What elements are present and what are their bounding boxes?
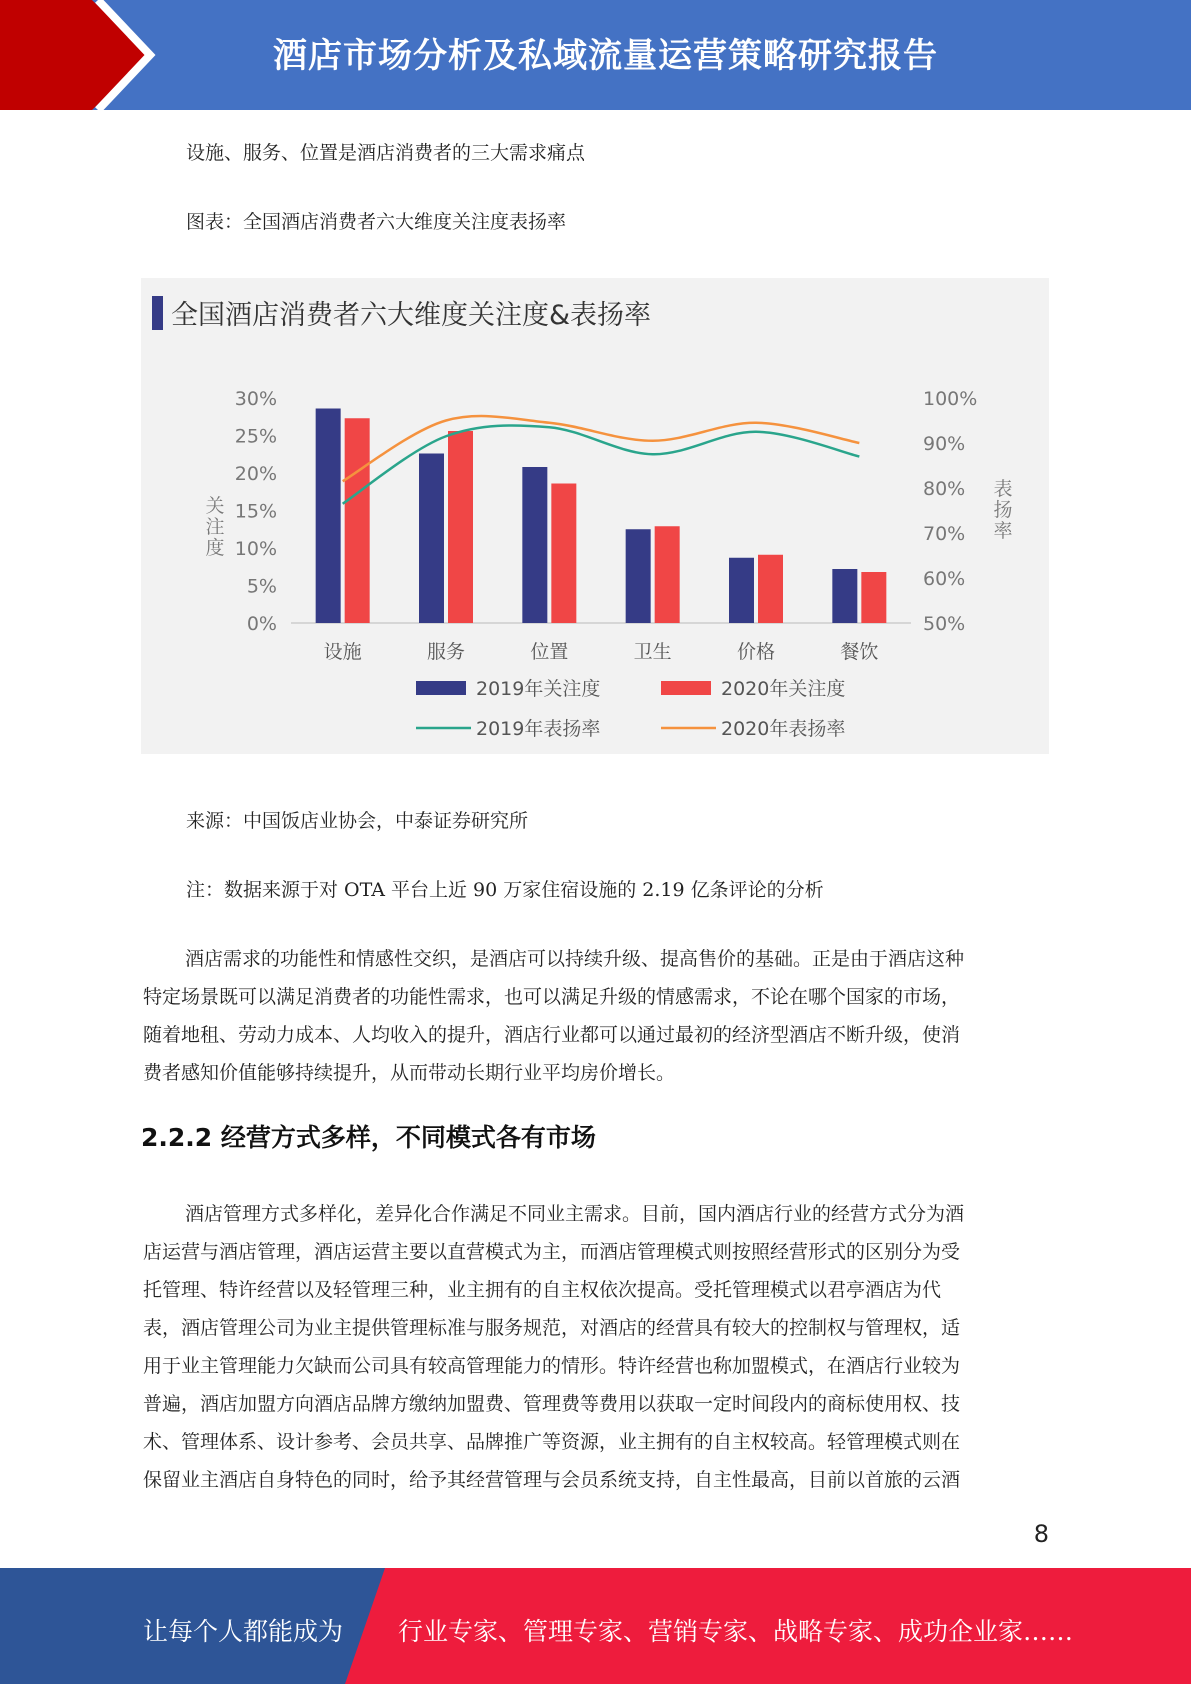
paragraph-line: 酒店管理方式多样化，差异化合作满足不同业主需求。目前，国内酒店行业的经营方式分为酒 [185,1203,965,1225]
bar-attention-2019 [729,558,754,623]
bar-attention-2020 [758,555,783,623]
y-tick-label: 15% [234,500,277,523]
x-tick-label: 卫生 [633,641,672,663]
paragraph-line: 酒店需求的功能性和情感性交织，是酒店可以持续升级、提高售价的基础。正是由于酒店这种 [185,948,965,970]
paragraph-line: 普遍，酒店加盟方向酒店品牌方缴纳加盟费、管理费等费用以获取一定时间段内的商标使用权、技 [143,1393,961,1415]
bar-attention-2020 [345,418,370,623]
x-tick-label: 餐饮 [840,641,879,663]
bar-attention-2019 [832,569,857,623]
paragraph-line: 表，酒店管理公司为业主提供管理标准与服务规范，对酒店的经营具有较大的控制权与管理权，适 [143,1317,961,1339]
y-tick-label: 0% [246,613,277,635]
attention-praise-chart [141,278,1049,754]
legend-label: 2020年表扬率 [721,718,846,740]
paragraph-line: 术、管理体系、设计参考、会员共享、品牌推广等资源，业主拥有的自主权较高。轻管理模式则在 [143,1431,961,1453]
legend-label: 2019年表扬率 [476,718,601,740]
pain-points-caption: 设施、服务、位置是酒店消费者的三大需求痛点 [186,142,586,164]
page-number: 8 [1033,1520,1049,1548]
y-tick-label: 10% [234,538,277,560]
chart-panel [141,278,1049,754]
bar-attention-2020 [861,572,886,623]
y2-tick-label: 100% [923,388,978,410]
paragraph-line: 随着地租、劳动力成本、人均收入的提升，酒店行业都可以通过最初的经济型酒店不断升级，使消 [143,1024,961,1046]
paragraph-line: 店运营与酒店管理，酒店运营主要以直营模式为主，而酒店管理模式则按照经营形式的区别分为受 [143,1241,961,1263]
footer-slogan-left: 让每个人都能成为 [143,1617,344,1646]
paragraph-line: 特定场景既可以满足消费者的功能性需求，也可以满足升级的情感需求，不论在哪个国家的市场， [143,986,961,1008]
bar-attention-2019 [626,529,651,623]
footer-band [0,1568,1191,1684]
y2-axis-label: 表扬率 [993,478,1013,542]
bar-attention-2020 [655,526,680,623]
y-tick-label: 30% [234,388,277,410]
figure-caption: 图表：全国酒店消费者六大维度关注度表扬率 [186,211,567,233]
legend-label: 2019年关注度 [476,678,601,700]
legend-swatch [661,681,711,695]
bar-attention-2020 [448,431,473,623]
chart-title: 全国酒店消费者六大维度关注度&表扬率 [171,300,652,331]
bar-attention-2019 [316,409,341,624]
source-caption: 来源：中国饭店业协会，中泰证券研究所 [186,810,529,832]
header-title: 酒店市场分析及私域流量运营策略研究报告 [273,36,938,76]
paragraph-line: 托管理、特许经营以及轻管理三种，业主拥有的自主权依次提高。受托管理模式以君亭酒店为代 [143,1279,942,1301]
legend-label: 2020年关注度 [721,678,846,700]
section-heading: 2.2.2 经营方式多样，不同模式各有市场 [141,1123,596,1152]
x-tick-label: 位置 [530,641,569,663]
chart-title-accent [152,296,163,330]
y2-tick-label: 60% [923,568,966,590]
paragraph-management [143,1195,1047,1499]
legend-swatch [416,681,466,695]
paragraph-line: 费者感知价值能够持续提升，从而带动长期行业平均房价增长。 [143,1062,676,1084]
y-tick-label: 5% [246,575,277,598]
paragraph-line: 用于业主管理能力欠缺而公司具有较高管理能力的情形。特许经营也称加盟模式，在酒店行业较为 [143,1355,961,1377]
y2-tick-label: 70% [923,523,966,545]
y-axis-label: 关注度 [205,495,225,559]
footer-slogan-right: 行业专家、管理专家、营销专家、战略专家、成功企业家…… [398,1617,1074,1646]
y-tick-label: 20% [234,463,277,485]
paragraph-demand [143,940,1047,1092]
x-tick-label: 价格 [736,641,776,663]
bar-attention-2020 [551,484,576,624]
y-tick-label: 25% [234,425,277,448]
y2-tick-label: 90% [923,433,966,455]
x-tick-label: 设施 [323,641,362,663]
x-tick-label: 服务 [426,641,466,663]
bar-attention-2019 [419,454,444,624]
bar-attention-2019 [522,467,547,623]
paragraph-line: 保留业主酒店自身特色的同时，给予其经营管理与会员系统支持，自主性最高，目前以首旅的云酒 [143,1469,961,1491]
note-caption: 注：数据来源于对 OTA 平台上近 90 万家住宿设施的 2.19 亿条评论的分析 [186,879,824,901]
y2-tick-label: 50% [923,613,966,635]
header-band [0,0,1191,110]
y2-tick-label: 80% [923,478,966,500]
